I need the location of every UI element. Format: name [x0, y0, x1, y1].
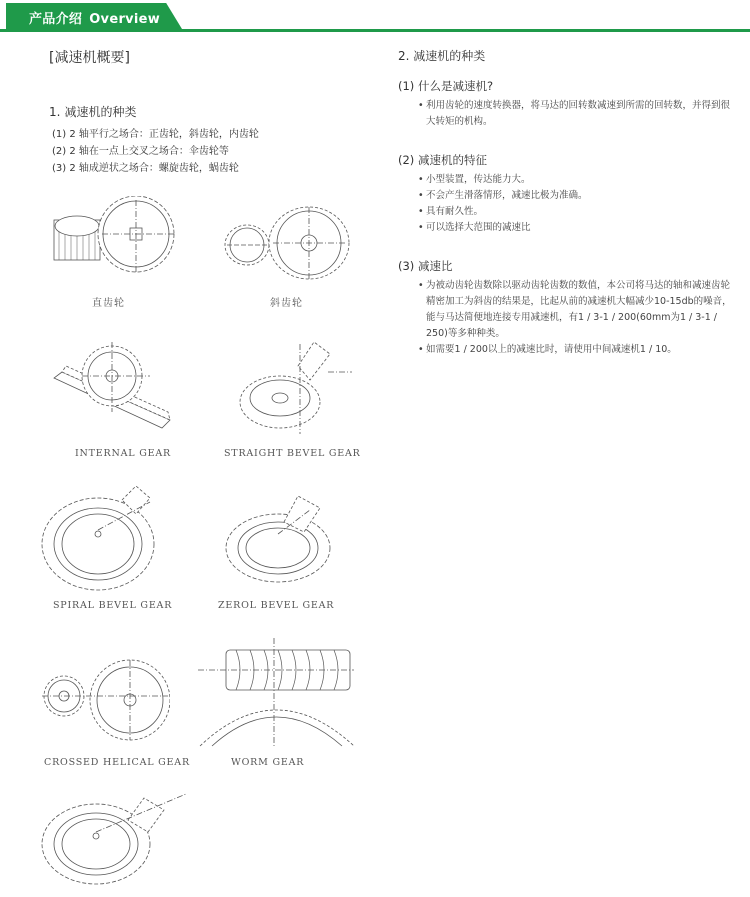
bullet-item: • 如需要1 / 200以上的减速比时，请使用中间减速机1 / 10。: [418, 342, 733, 358]
bullet-item: • 为被动齿轮齿数除以驱动齿轮齿数的数值，本公司将马达的轴和减速齿轮精密加工为斜齿的结果是，比起从前的减速机大幅减少10-15db的噪音，能与马达简便地连接专用减速机，有1 / 3-1 / 200(60mm为1 / 3-1 / 250)等多种种类。: [418, 278, 733, 342]
subsection-title: (2) 减速机的特征: [398, 153, 487, 167]
gear-type-list: [52, 126, 379, 177]
zerol-bevel-gear-icon: [224, 492, 340, 588]
right-column: [398, 47, 733, 358]
straight-bevel-gear-icon: [236, 340, 356, 436]
bullet-item: • 不会产生滑落情形，减速比极为准确。: [418, 188, 733, 204]
gear-caption: SPIRAL BEVEL GEAR: [53, 600, 173, 611]
bullet-item: • 利用齿轮的速度转换器，将马达的回转数减速到所需的回转数，并得到很大转矩的机构。: [418, 98, 733, 130]
subsection-title: (3) 减速比: [398, 259, 453, 273]
gear-caption: WORM GEAR: [231, 757, 305, 768]
gear-caption: 直齿轮: [92, 298, 125, 309]
overview-title: [减速机概要]: [49, 50, 130, 66]
header-title: [29, 8, 160, 27]
helical-gear-icon: [223, 203, 351, 283]
gear-caption: INTERNAL GEAR: [75, 448, 171, 459]
bullet-list: [398, 98, 733, 130]
bullet-list: [398, 172, 733, 236]
section1-number: 1.: [49, 105, 61, 119]
internal-gear-icon: [52, 332, 172, 432]
gear-caption: 斜齿轮: [270, 298, 303, 309]
section1-title: [49, 103, 379, 120]
bullet-item: • 具有耐久性。: [418, 204, 733, 220]
worm-gear-icon: [196, 636, 356, 748]
header-title-cn: 产品介绍: [29, 12, 83, 27]
subsection-title: (1) 什么是减速机?: [398, 79, 494, 93]
header-underline: [0, 29, 750, 32]
list-item: (3) 2 轴成逆状之场合：螺旋齿轮，蜗齿轮: [52, 163, 239, 174]
bullet-item: • 小型装置，传达能力大。: [418, 172, 733, 188]
section1-title-text: 减速机的种类: [64, 105, 137, 119]
left-column: [49, 47, 379, 177]
list-item: (1) 2 轴平行之场合：正齿轮，斜齿轮，内齿轮: [52, 129, 259, 140]
spur-gear-icon: [50, 196, 182, 278]
spiral-bevel-gear-icon: [40, 484, 162, 594]
bullet-list: [398, 278, 733, 358]
gear-caption: STRAIGHT BEVEL GEAR: [224, 448, 361, 459]
gear-caption: CROSSED HELICAL GEAR: [44, 757, 190, 768]
section2-title: 2. 减速机的种类: [398, 49, 486, 63]
header: [0, 0, 750, 32]
hypoid-gear-icon: [40, 788, 190, 888]
header-title-en: Overview: [89, 12, 161, 27]
list-item: (2) 2 轴在一点上交叉之场合：伞齿轮等: [52, 146, 229, 157]
crossed-helical-gear-icon: [40, 658, 170, 742]
bullet-item: • 可以选择大范围的减速比: [418, 220, 733, 236]
gear-caption: ZEROL BEVEL GEAR: [218, 600, 335, 611]
